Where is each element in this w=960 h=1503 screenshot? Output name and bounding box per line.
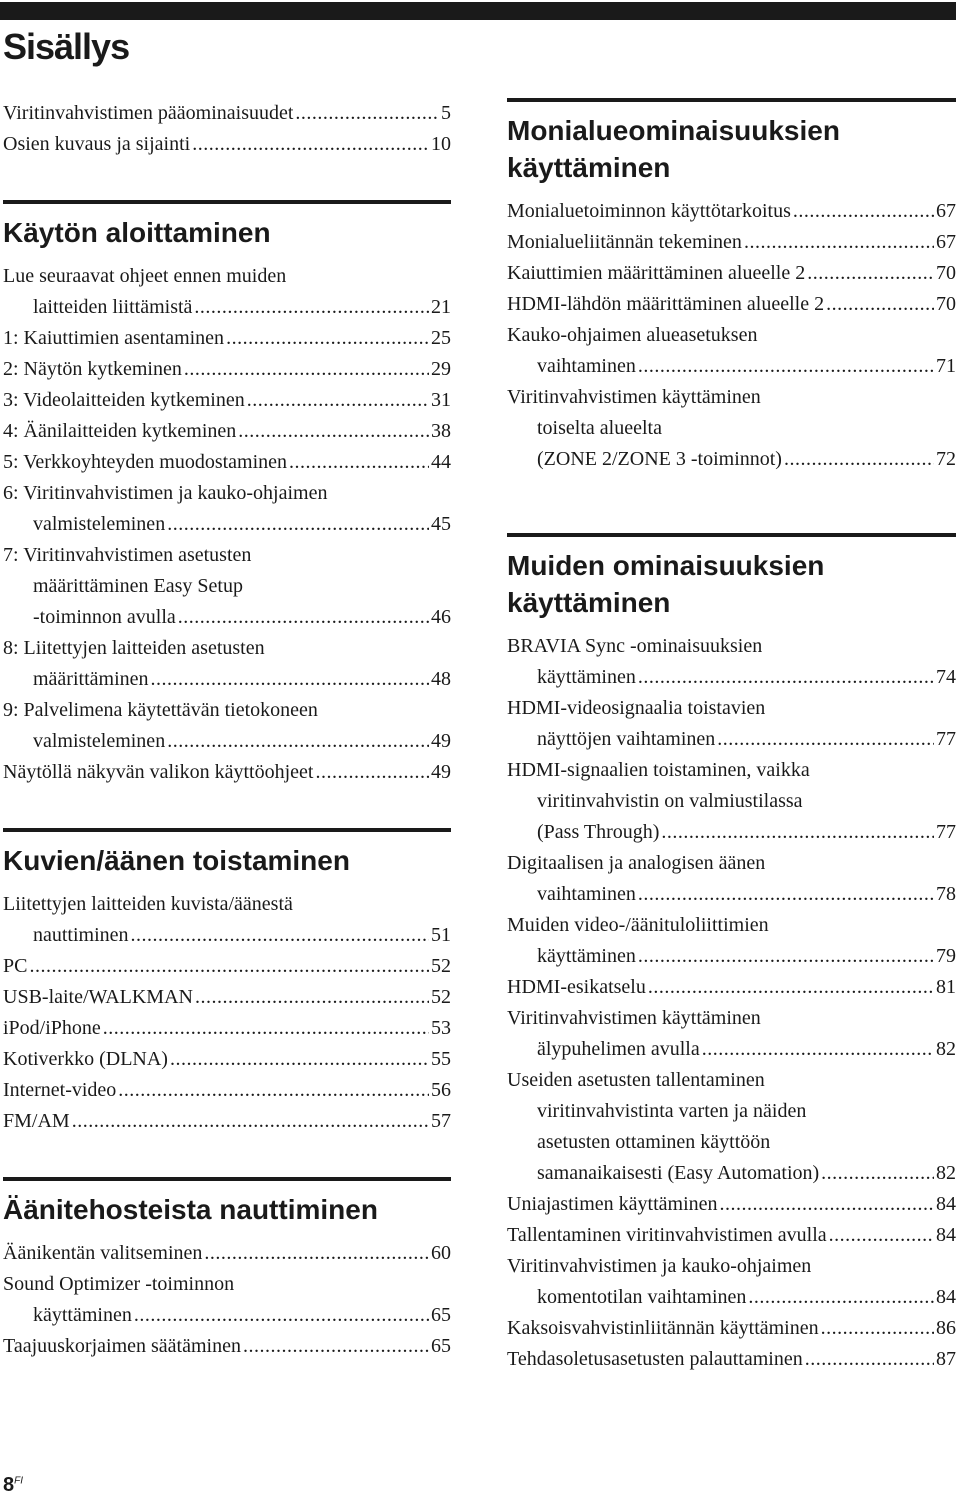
- dot-leader: [720, 1189, 935, 1220]
- section-title: Käytön aloittaminen: [3, 217, 271, 248]
- section-rule: [3, 200, 451, 204]
- toc-page-number: 71: [936, 355, 956, 377]
- toc-entry-text: FM/AM: [3, 1110, 70, 1132]
- toc-entry-line: Useiden asetusten tallentaminen: [507, 1069, 765, 1091]
- dot-leader: [226, 323, 429, 354]
- toc-page-number: 84: [936, 1286, 956, 1308]
- section-title-line: Muiden ominaisuuksien: [507, 550, 825, 581]
- intro-list: [3, 98, 451, 160]
- toc-entry-text: valmisteleminen: [33, 513, 166, 535]
- toc-entry[interactable]: [507, 289, 956, 320]
- toc-entry-line: Viritinvahvistimen ja kauko-ohjaimen: [507, 1255, 812, 1277]
- toc-page-number: 84: [936, 1193, 956, 1215]
- toc-entry-leader: [3, 447, 451, 478]
- toc-entry-text: Näytöllä näkyvän valikon käyttöohjeet: [3, 761, 314, 783]
- toc-entry-leader: [507, 1220, 956, 1251]
- dot-leader: [238, 416, 429, 447]
- toc-page-number: 44: [431, 451, 451, 473]
- toc-entry-line: HDMI-signaalien toistaminen, vaikka: [507, 759, 810, 781]
- toc-entry[interactable]: [3, 1238, 451, 1269]
- toc-entry-leader: [3, 1044, 451, 1075]
- toc-page-number: 87: [936, 1348, 956, 1370]
- section-rule: [3, 828, 451, 832]
- right-sections: [507, 98, 956, 1375]
- toc-entry[interactable]: [3, 354, 451, 385]
- toc-page-number: 46: [431, 606, 451, 628]
- toc-entry-text: (ZONE 2/ZONE 3 -toiminnot): [537, 448, 782, 470]
- toc-entry-text: (Pass Through): [537, 821, 660, 843]
- dot-leader: [826, 289, 934, 320]
- toc-entry-leader: [3, 1300, 451, 1331]
- dot-leader: [648, 972, 934, 1003]
- toc-entry-line: toiselta alueelta: [537, 417, 662, 439]
- toc-entry-leader: [507, 1344, 956, 1375]
- language-code: FI: [14, 1475, 24, 1487]
- toc-entry-line: BRAVIA Sync -ominaisuuksien: [507, 635, 763, 657]
- toc-entry-leader: [507, 817, 956, 848]
- toc-entry[interactable]: [507, 910, 956, 972]
- toc-entry-text: Uniajastimen käyttäminen: [507, 1193, 718, 1215]
- toc-entry[interactable]: [507, 1189, 956, 1220]
- toc-page-number: 56: [431, 1079, 451, 1101]
- toc-entry-text: näyttöjen vaihtaminen: [537, 728, 716, 750]
- top-bar: [0, 2, 956, 20]
- dot-leader: [131, 920, 429, 951]
- dot-leader: [821, 1158, 934, 1189]
- toc-page-number: 86: [936, 1317, 956, 1339]
- toc-entry-leader: [3, 416, 451, 447]
- toc-entry-leader: [3, 1106, 451, 1137]
- dot-leader: [638, 662, 934, 693]
- page-title: Sisällys: [3, 26, 130, 67]
- toc-entry[interactable]: [3, 447, 451, 478]
- toc-entry-leader: [507, 1158, 956, 1189]
- toc-page-number: 49: [431, 761, 451, 783]
- toc-entry[interactable]: [3, 695, 451, 757]
- toc-page-number: 60: [431, 1242, 451, 1264]
- section-rule: [507, 533, 956, 537]
- section-rule: [3, 1177, 451, 1181]
- toc-entry[interactable]: [507, 1313, 956, 1344]
- toc-entry-line: Viritinvahvistimen käyttäminen: [507, 1007, 761, 1029]
- toc-page-number: 38: [431, 420, 451, 442]
- toc-entry-leader: [3, 509, 451, 540]
- dot-leader: [702, 1034, 934, 1065]
- page-footer: [3, 1474, 23, 1497]
- toc-page-number: 77: [936, 728, 956, 750]
- toc-entry-text: Internet-video: [3, 1079, 117, 1101]
- toc-entry[interactable]: [3, 1269, 451, 1331]
- toc-page-number: 65: [431, 1304, 451, 1326]
- toc-entry-leader: [507, 972, 956, 1003]
- toc-entry-line: asetusten ottaminen käyttöön: [537, 1131, 771, 1153]
- toc-entry-leader: [507, 1034, 956, 1065]
- dot-leader: [243, 1331, 429, 1362]
- toc-entry-leader: [507, 289, 956, 320]
- toc-page-number: 31: [431, 389, 451, 411]
- dot-leader: [829, 1220, 934, 1251]
- toc-entry-leader: [507, 1313, 956, 1344]
- dot-leader: [184, 354, 429, 385]
- dot-leader: [103, 1013, 429, 1044]
- dot-leader: [793, 196, 934, 227]
- toc-entry-leader: [507, 879, 956, 910]
- toc-entry[interactable]: [3, 323, 451, 354]
- toc-entry-leader: [3, 129, 451, 160]
- toc-entry[interactable]: [3, 478, 451, 540]
- toc-entry-line: määrittäminen Easy Setup: [33, 575, 243, 597]
- toc-entry-text: Tehdasoletusasetusten palauttaminen: [507, 1348, 803, 1370]
- toc-entry[interactable]: [507, 755, 956, 848]
- toc-page-number: 79: [936, 945, 956, 967]
- toc-entry[interactable]: [3, 98, 451, 129]
- toc-entry[interactable]: [3, 1013, 451, 1044]
- toc-entry-line: Lue seuraavat ohjeet ennen muiden: [3, 265, 287, 287]
- toc-entry-leader: [3, 726, 451, 757]
- toc-entry-leader: [3, 323, 451, 354]
- toc-entry-line: 8: Liitettyjen laitteiden asetusten: [3, 637, 265, 659]
- toc-page-number: 49: [431, 730, 451, 752]
- dot-leader: [717, 724, 934, 755]
- toc-entry-line: Kauko-ohjaimen alueasetuksen: [507, 324, 758, 346]
- toc-entry-leader: [3, 292, 451, 323]
- toc-entry-leader: [507, 258, 956, 289]
- toc-entry-leader: [3, 98, 451, 129]
- toc-page-number: 77: [936, 821, 956, 843]
- toc-entry-leader: [3, 920, 451, 951]
- toc-page-number: 21: [431, 296, 451, 318]
- toc-entry[interactable]: [3, 1331, 451, 1362]
- toc-entry-leader: [507, 351, 956, 382]
- dot-leader: [192, 129, 429, 160]
- dot-leader: [194, 292, 429, 323]
- toc-entry-line: 9: Palvelimena käytettävän tietokoneen: [3, 699, 318, 721]
- toc-entry-text: Kaksoisvahvistinliitännän käyttäminen: [507, 1317, 819, 1339]
- toc-page-number: 70: [936, 293, 956, 315]
- toc-entry[interactable]: [507, 1251, 956, 1313]
- toc-page-number: 25: [431, 327, 451, 349]
- toc-entry-text: 4: Äänilaitteiden kytkeminen: [3, 420, 237, 442]
- toc-entry[interactable]: [507, 972, 956, 1003]
- toc-entry[interactable]: [3, 889, 451, 951]
- toc-entry-text: iPod/iPhone: [3, 1017, 101, 1039]
- toc-entry-text: 1: Kaiuttimien asentaminen: [3, 327, 225, 349]
- toc-page-number: 82: [936, 1038, 956, 1060]
- toc-entry-text: vaihtaminen: [537, 355, 636, 377]
- toc-entry-text: käyttäminen: [537, 945, 636, 967]
- toc-page-number: 72: [936, 448, 956, 470]
- dot-leader: [638, 941, 934, 972]
- toc-entry[interactable]: [507, 631, 956, 693]
- toc-page-number: 5: [441, 102, 451, 124]
- toc-entry[interactable]: [507, 1344, 956, 1375]
- toc-entry-leader: [3, 951, 451, 982]
- toc-page-number: 10: [431, 133, 451, 155]
- section-title: Äänitehosteista nauttiminen: [3, 1194, 378, 1225]
- dot-leader: [744, 227, 934, 258]
- page-number: 8: [3, 1474, 15, 1496]
- toc-entry-text: 5: Verkkoyhteyden muodostaminen: [3, 451, 288, 473]
- toc-entry-text: -toiminnon avulla: [33, 606, 176, 628]
- toc-entry[interactable]: [3, 1044, 451, 1075]
- toc-page-number: 52: [431, 955, 451, 977]
- dot-leader: [661, 817, 934, 848]
- section-title-line: Monialueominaisuuksien: [507, 115, 840, 146]
- toc-entry-text: Taajuuskorjaimen säätäminen: [3, 1335, 241, 1357]
- toc-entry-leader: [507, 227, 956, 258]
- dot-leader: [151, 664, 429, 695]
- toc-entry-text: 3: Videolaitteiden kytkeminen: [3, 389, 245, 411]
- toc-entry-text: valmisteleminen: [33, 730, 166, 752]
- dot-leader: [204, 1238, 429, 1269]
- toc-entry-leader: [507, 662, 956, 693]
- toc-entry-text: Monialuetoiminnon käyttötarkoitus: [507, 200, 791, 222]
- toc-entry-text: Äänikentän valitseminen: [3, 1242, 203, 1264]
- toc-entry[interactable]: [3, 129, 451, 160]
- dot-leader: [170, 1044, 429, 1075]
- dot-leader: [167, 726, 429, 757]
- toc-page-number: 53: [431, 1017, 451, 1039]
- toc-entry-leader: [3, 602, 451, 633]
- section-title-line: käyttäminen: [507, 152, 671, 183]
- toc-entry-leader: [507, 196, 956, 227]
- toc-entry[interactable]: [3, 1075, 451, 1106]
- toc-page-number: 78: [936, 883, 956, 905]
- toc-entry-text: käyttäminen: [537, 666, 636, 688]
- toc-entry[interactable]: [507, 320, 956, 382]
- toc-entry-line: HDMI-videosignaalia toistavien: [507, 697, 766, 719]
- toc-entry-text: USB-laite/WALKMAN: [3, 986, 193, 1008]
- toc-entry-leader: [3, 385, 451, 416]
- toc-page-number: 84: [936, 1224, 956, 1246]
- toc-page-number: 81: [936, 976, 956, 998]
- toc-entry[interactable]: [3, 1106, 451, 1137]
- toc-page-number: 51: [431, 924, 451, 946]
- toc-entry-leader: [507, 724, 956, 755]
- toc-entry-line: Muiden video-/äänituloliittimien: [507, 914, 769, 936]
- toc-entry-text: älypuhelimen avulla: [537, 1038, 700, 1060]
- toc-entry-leader: [3, 1013, 451, 1044]
- toc-entry[interactable]: [3, 633, 451, 695]
- toc-entry-leader: [3, 1075, 451, 1106]
- toc-entry-leader: [3, 1238, 451, 1269]
- toc-entry[interactable]: [3, 982, 451, 1013]
- toc-entry[interactable]: [507, 258, 956, 289]
- toc-page-number: 57: [431, 1110, 451, 1132]
- dot-leader: [118, 1075, 429, 1106]
- toc-page-number: 65: [431, 1335, 451, 1357]
- toc-entry-text: Kotiverkko (DLNA): [3, 1048, 168, 1070]
- toc-entry[interactable]: [507, 227, 956, 258]
- dot-leader: [195, 982, 429, 1013]
- dot-leader: [295, 98, 439, 129]
- toc-page-number: 67: [936, 200, 956, 222]
- toc-page-number: 55: [431, 1048, 451, 1070]
- section-rule: [507, 98, 956, 102]
- toc-entry-leader: [3, 982, 451, 1013]
- toc-page-number: 67: [936, 231, 956, 253]
- toc-entry-text: Monialueliitännän tekeminen: [507, 231, 742, 253]
- left-sections: [3, 200, 451, 1362]
- dot-leader: [821, 1313, 934, 1344]
- dot-leader: [134, 1300, 429, 1331]
- toc-page-number: 29: [431, 358, 451, 380]
- dot-leader: [638, 879, 934, 910]
- toc-entry[interactable]: [507, 1220, 956, 1251]
- dot-leader: [289, 447, 429, 478]
- toc-page-number: 45: [431, 513, 451, 535]
- dot-leader: [72, 1106, 429, 1137]
- toc-entry-text: HDMI-esikatselu: [507, 976, 646, 998]
- dot-leader: [29, 951, 429, 982]
- toc-section: [507, 98, 956, 475]
- toc-entry-line: viritinvahvistin on valmiustilassa: [537, 790, 803, 812]
- toc-entry-leader: [3, 354, 451, 385]
- toc-entry-text: nauttiminen: [33, 924, 129, 946]
- toc-entry-text: Osien kuvaus ja sijainti: [3, 133, 191, 155]
- toc-section: [507, 533, 956, 1375]
- toc-entry-leader: [507, 941, 956, 972]
- toc-page-number: 52: [431, 986, 451, 1008]
- toc-entry-text: määrittäminen: [33, 668, 149, 690]
- left-column: [3, 98, 451, 1362]
- dot-leader: [247, 385, 429, 416]
- dot-leader: [748, 1282, 934, 1313]
- toc-page-number: 74: [936, 666, 956, 688]
- toc-entry-text: vaihtaminen: [537, 883, 636, 905]
- dot-leader: [807, 258, 934, 289]
- toc-page-number: 70: [936, 262, 956, 284]
- section-title: [507, 112, 956, 186]
- dot-leader: [784, 444, 934, 475]
- right-column: [507, 98, 956, 1375]
- toc-entry-leader: [3, 1331, 451, 1362]
- toc-entry[interactable]: [507, 848, 956, 910]
- toc-entry[interactable]: [3, 416, 451, 447]
- toc-entry-text: Viritinvahvistimen pääominaisuudet: [3, 102, 294, 124]
- toc-entry-text: käyttäminen: [33, 1304, 132, 1326]
- toc-entry-line: Liitettyjen laitteiden kuvista/äänestä: [3, 893, 293, 915]
- toc-page-number: 82: [936, 1162, 956, 1184]
- toc-entry[interactable]: [3, 951, 451, 982]
- toc-entry-text: Tallentaminen viritinvahvistimen avulla: [507, 1224, 827, 1246]
- toc-entry-text: samanaikaisesti (Easy Automation): [537, 1162, 820, 1184]
- toc-entry-line: 6: Viritinvahvistimen ja kauko-ohjaimen: [3, 482, 328, 504]
- dot-leader: [638, 351, 934, 382]
- toc-section: [3, 200, 451, 788]
- toc-entry-leader: [3, 664, 451, 695]
- dot-leader: [178, 602, 429, 633]
- toc-entry-line: viritinvahvistinta varten ja näiden: [537, 1100, 807, 1122]
- toc-page-number: 48: [431, 668, 451, 690]
- toc-entry-text: laitteiden liittämistä: [33, 296, 193, 318]
- toc-entry-text: Kaiuttimien määrittäminen alueelle 2: [507, 262, 806, 284]
- toc-entry[interactable]: [507, 382, 956, 475]
- toc-entry[interactable]: [507, 196, 956, 227]
- toc-entry[interactable]: [3, 540, 451, 633]
- toc-entry[interactable]: [507, 693, 956, 755]
- toc-entry-leader: [507, 1282, 956, 1313]
- toc-entry-text: 2: Näytön kytkeminen: [3, 358, 182, 380]
- section-title: Kuvien/äänen toistaminen: [3, 845, 350, 876]
- toc-entry-text: komentotilan vaihtaminen: [537, 1286, 747, 1308]
- toc-entry[interactable]: [507, 1065, 956, 1189]
- toc-entry-text: HDMI-lähdön määrittäminen alueelle 2: [507, 293, 825, 315]
- toc-entry-line: Viritinvahvistimen käyttäminen: [507, 386, 761, 408]
- toc-entry-line: Sound Optimizer -toiminnon: [3, 1273, 235, 1295]
- toc-entry-leader: [507, 444, 956, 475]
- toc-entry[interactable]: [3, 757, 451, 788]
- dot-leader: [167, 509, 429, 540]
- toc-entry-line: 7: Viritinvahvistimen asetusten: [3, 544, 252, 566]
- toc-entry[interactable]: [3, 261, 451, 323]
- section-title: [507, 547, 956, 621]
- toc-entry-text: PC: [3, 955, 28, 977]
- section-title-line: käyttäminen: [507, 587, 671, 618]
- toc-entry-leader: [3, 757, 451, 788]
- toc-entry-line: Digitaalisen ja analogisen äänen: [507, 852, 766, 874]
- toc-section: [3, 1177, 451, 1362]
- dot-leader: [805, 1344, 934, 1375]
- toc-entry-leader: [507, 1189, 956, 1220]
- dot-leader: [315, 757, 429, 788]
- toc-entry[interactable]: [507, 1003, 956, 1065]
- toc-entry[interactable]: [3, 385, 451, 416]
- toc-section: [3, 828, 451, 1137]
